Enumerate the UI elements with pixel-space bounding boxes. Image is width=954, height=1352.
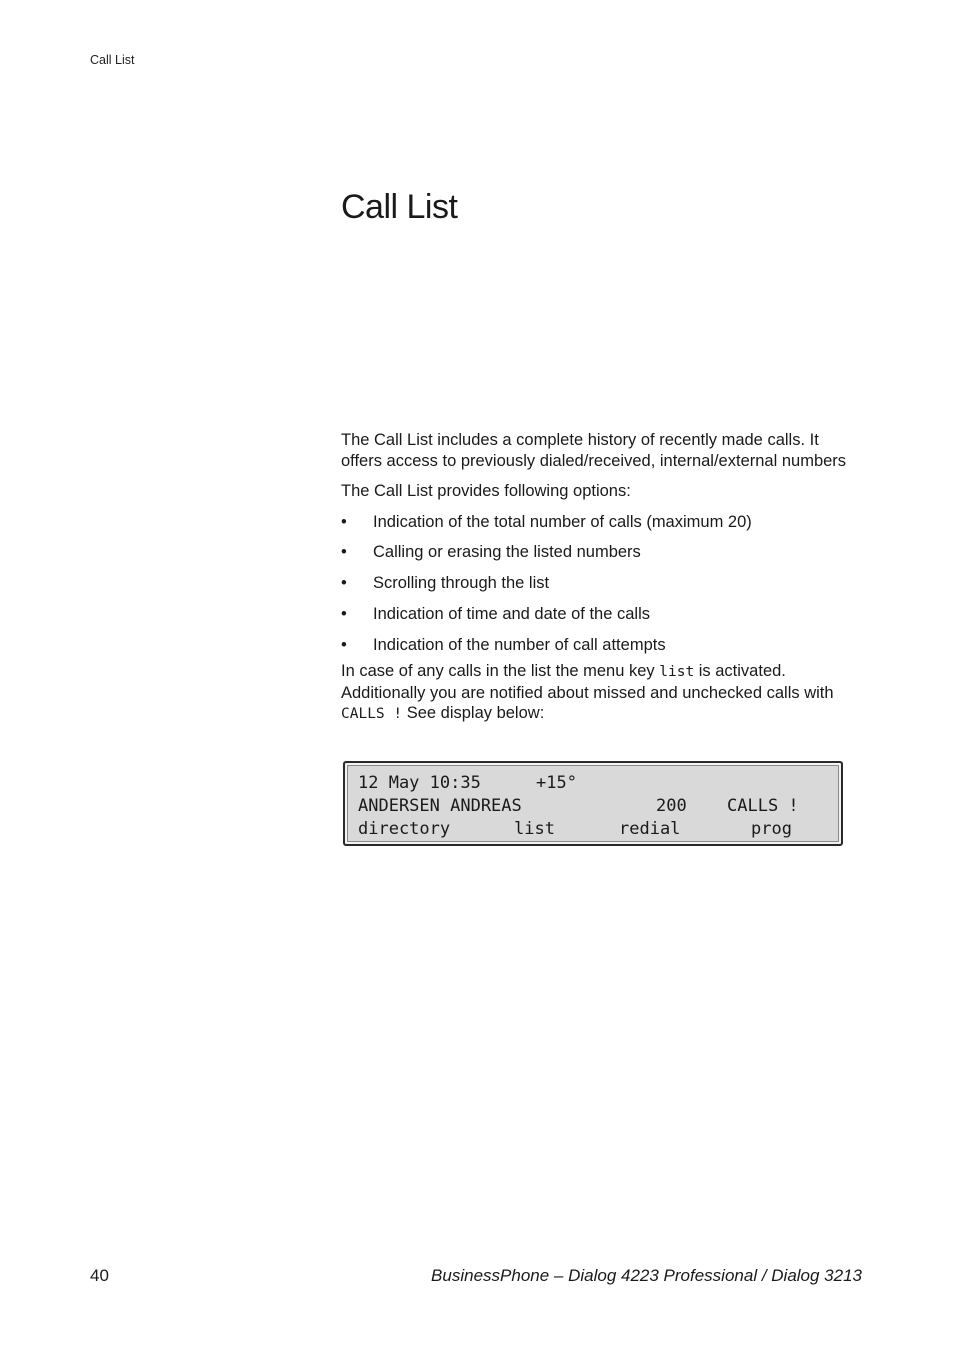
running-header: Call List	[90, 53, 135, 67]
menu-note-paragraph	[341, 661, 861, 725]
display-calls-indicator: CALLS !	[727, 796, 799, 816]
display-row-softkeys	[358, 818, 792, 840]
list-item	[341, 604, 861, 625]
display-temperature: +15°	[536, 773, 577, 793]
intro-paragraph: The Call List includes a complete history of recently made calls. It offers access to previously dialed/received, internal/external numbers	[341, 431, 847, 470]
bullet-icon: •	[341, 604, 347, 623]
list-item	[341, 512, 861, 533]
bullet-icon: •	[341, 635, 347, 654]
options-list	[341, 512, 861, 656]
display-extension: 200	[656, 796, 687, 816]
display-row-status	[358, 772, 577, 794]
softkey-redial[interactable]: redial	[619, 819, 681, 839]
menu-note-text: In case of any calls in the list the menu key	[341, 662, 660, 681]
list-item	[341, 542, 861, 563]
chapter-title: Call List	[341, 188, 458, 226]
softkey-directory[interactable]: directory	[358, 819, 451, 839]
display-datetime: 12 May 10:35	[358, 773, 481, 793]
option-text: Scrolling through the list	[373, 574, 550, 593]
options-lead: The Call List provides following options:	[341, 482, 631, 500]
menu-key-label: list	[659, 664, 695, 681]
bullet-icon: •	[341, 574, 347, 593]
menu-note-text: is activated. Additionally you are notified about missed and unchecked calls with	[341, 662, 834, 702]
option-text: Indication of the total number of calls (maximum 20)	[373, 512, 752, 531]
option-text: Indication of the number of call attempts	[373, 635, 666, 654]
softkey-list[interactable]: list	[514, 819, 555, 839]
page-number: 40	[90, 1266, 109, 1285]
option-text: Calling or erasing the listed numbers	[373, 543, 641, 562]
calls-indicator-label: CALLS !	[341, 706, 403, 723]
phone-display	[343, 761, 843, 846]
bullet-icon: •	[341, 512, 347, 531]
display-caller-name: ANDERSEN ANDREAS	[358, 796, 522, 816]
body-content	[341, 430, 861, 725]
display-row-caller	[358, 795, 799, 817]
option-text: Indication of time and date of the calls	[373, 604, 651, 623]
menu-note-text: See display below:	[402, 704, 545, 723]
footer-product-title: BusinessPhone – Dialog 4223 Professional / Dialog 3213	[431, 1266, 862, 1285]
bullet-icon: •	[341, 543, 347, 562]
list-item	[341, 635, 861, 656]
softkey-prog[interactable]: prog	[751, 819, 792, 839]
list-item	[341, 573, 861, 594]
